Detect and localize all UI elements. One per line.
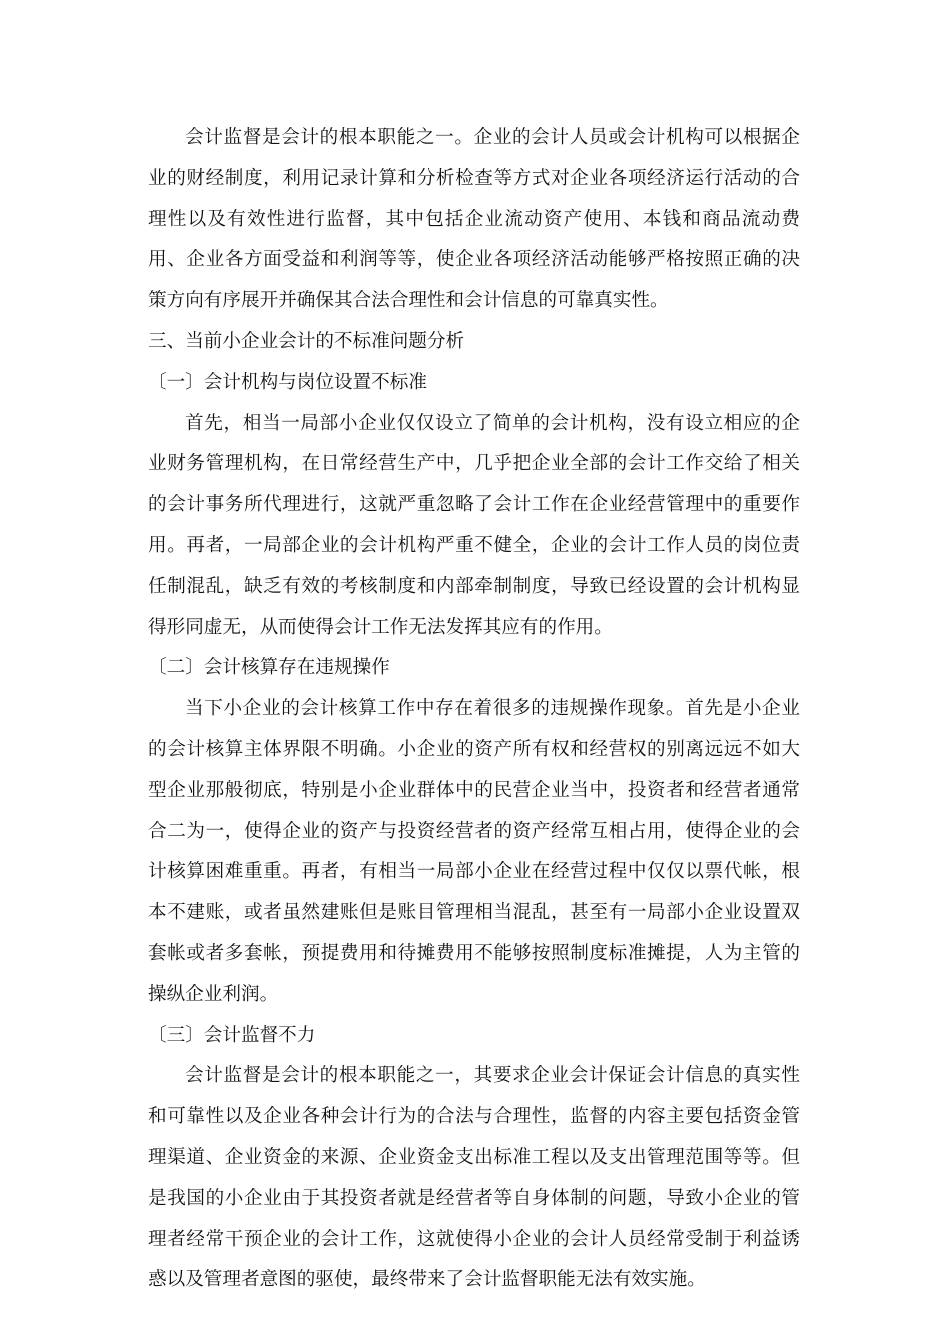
text-line: 策方向有序展开并确保其合法合理性和会计信息的可靠真实性。 [148, 290, 669, 312]
section-heading: 三、当前小企业会计的不标准问题分析 [148, 330, 465, 352]
text-line: 的会计核算主体界限不明确。小企业的资产所有权和经营权的别离远远不如大 [148, 738, 800, 760]
document-body [148, 118, 800, 1301]
text-line: 理渠道、企业资金的来源、企业资金支出标准工程以及支出管理范围等等。但 [148, 1146, 800, 1168]
subsection-heading: 〔二〕会计核算存在违规操作 [148, 657, 390, 679]
text-line: 操纵企业利润。 [148, 983, 279, 1005]
text-line: 当下小企业的会计核算工作中存在着很多的违规操作现象。首先是小企业 [185, 698, 800, 720]
text-line: 业财务管理机构，在日常经营生产中，几乎把企业全部的会计工作交给了相关 [148, 453, 800, 475]
subsection-heading: 〔三〕会计监督不力 [148, 1024, 316, 1046]
text-line: 会计监督是会计的根本职能之一。企业的会计人员或会计机构可以根据企 [185, 127, 800, 148]
text-line: 得形同虚无，从而使得会计工作无法发挥其应有的作用。 [148, 616, 613, 638]
text-line: 业的财经制度，利用记录计算和分析检查等方式对企业各项经济运行活动的合 [148, 167, 800, 189]
text-line: 理性以及有效性进行监督，其中包括企业流动资产使用、本钱和商品流动费 [148, 208, 800, 230]
text-line: 惑以及管理者意图的驱使，最终带来了会计监督职能无法有效实施。 [148, 1269, 706, 1291]
text-line: 套帐或者多套帐，预提费用和待摊费用不能够按照制度标准摊提，人为主管的 [148, 942, 800, 964]
subsection-heading: 〔一〕会计机构与岗位设置不标准 [148, 371, 427, 393]
text-line: 本不建账，或者虽然建账但是账目管理相当混乱，甚至有一局部小企业设置双 [148, 902, 800, 924]
text-line: 的会计事务所代理进行，这就严重忽略了会计工作在企业经营管理中的重要作 [148, 494, 800, 516]
text-line: 合二为一，使得企业的资产与投资经营者的资产经常互相占用，使得企业的会 [148, 820, 800, 842]
text-line: 和可靠性以及企业各种会计行为的合法与合理性，监督的内容主要包括资金管 [148, 1106, 800, 1128]
text-line: 首先，相当一局部小企业仅仅设立了简单的会计机构，没有设立相应的企 [185, 412, 800, 434]
text-line: 计核算困难重重。再者，有相当一局部小企业在经营过程中仅仅以票代帐，根 [148, 861, 800, 883]
text-line: 会计监督是会计的根本职能之一，其要求企业会计保证会计信息的真实性 [185, 1065, 800, 1087]
text-line: 任制混乱，缺乏有效的考核制度和内部牵制制度，导致已经设置的会计机构显 [148, 575, 800, 597]
text-line: 型企业那般彻底，特别是小企业群体中的民营企业当中，投资者和经营者通常 [148, 779, 800, 801]
text-line: 理者经常干预企业的会计工作，这就使得小企业的会计人员经常受制于利益诱 [148, 1228, 800, 1250]
text-line: 用、企业各方面受益和利润等等，使企业各项经济活动能够严格按照正确的决 [148, 249, 800, 271]
text-line: 用。再者，一局部企业的会计机构严重不健全，企业的会计工作人员的岗位责 [148, 534, 800, 556]
text-line: 是我国的小企业由于其投资者就是经营者等自身体制的问题，导致小企业的管 [148, 1187, 800, 1209]
